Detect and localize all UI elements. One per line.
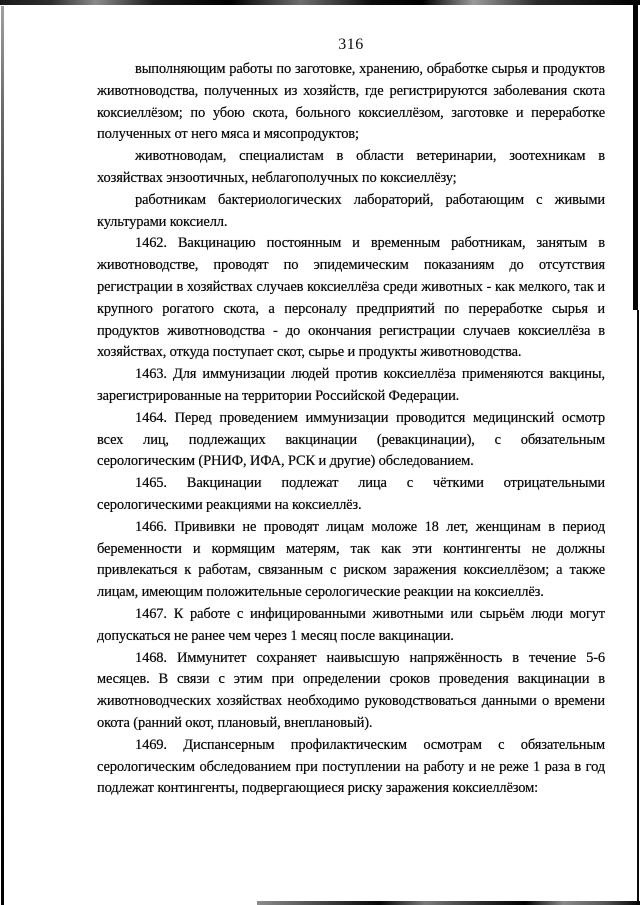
scan-artifact-top-edge: [0, 0, 640, 5]
paragraph-continuation-item-1: выполняющим работы по заготовке, хранению, обработке сырья и продуктов животноводства, полученных из хозяйств, где регистрируются заболевания скота коксиеллёзом; по убою скота, больного коксиеллёзом, заготовке и переработке полученных от него мяса и мясопродуктов;: [97, 61, 605, 143]
scan-artifact-left-edge: [1, 6, 4, 905]
paragraph-1469: 1469. Диспансерным профилактическим осмотрам с обязательным серологическим обследованием при поступлении на работу и не реже 1 раза в год подлежат контингенты, подвергающиеся риску заражения коксиеллёзом:: [97, 736, 605, 797]
paragraph-1464: 1464. Перед проведением иммунизации проводится медицинский осмотр всех лиц, подлежащих вакцинации (ревакцинации), с обязательным серологическим (РНИФ, ИФА, РСК и другие) обследованием.: [97, 409, 605, 470]
scan-artifact-bottom-edge: [257, 901, 640, 905]
paragraph-continuation-item-3: работникам бактериологических лабораторий, работающим с живыми культурами коксиелл.: [97, 191, 605, 230]
scan-artifact-right-edge-upper: [633, 0, 638, 310]
paragraph-1465: 1465. Вакцинации подлежат лица с чёткими отрицательными серологическими реакциями на коксиеллёз.: [97, 475, 605, 513]
paragraph-1468: 1468. Иммунитет сохраняет наивысшую напряжённость в течение 5-6 месяцев. В связи с этим при определении сроков проведения вакцинации в животноводческих хозяйствах необходимо руководствоваться данными о времени окота (ранний окот, плановый, внеплановый).: [97, 649, 605, 731]
document-text-block: [97, 59, 605, 800]
paragraph-1467: 1467. К работе с инфицированными животными или сырьём люди могут допускаться не ранее чем через 1 месяц после вакцинации.: [97, 605, 605, 644]
page-number: 316: [338, 36, 364, 53]
scan-artifact-right-edge-lower: [637, 310, 639, 905]
paragraph-1466: 1466. Прививки не проводят лицам моложе 18 лет, женщинам в период беременности и кормящим матерям, так как эти контингенты не должны привлекаться к работам, связанным с риском заражения коксиеллёзом; а также лицам, имеющим положительные серологические реакции на коксиеллёз.: [97, 518, 605, 601]
paragraph-continuation-item-2: животноводам, специалистам в области ветеринарии, зоотехникам в хозяйствах энзоотичных, неблагополучных по коксиеллёзу;: [97, 148, 605, 186]
paragraph-1462: 1462. Вакцинацию постоянным и временным работникам, занятым в животноводстве, проводят по эпидемическим показаниям до отсутствия регистрации в хозяйствах случаев коксиеллёза среди животных - как мелкого, так и крупного рогатого скота, а персоналу предприятий по переработке сырья и продуктов животноводства - до окончания регистрации случаев коксиеллёза в хозяйствах, откуда поступает скот, сырье и продукты животноводства.: [97, 235, 605, 361]
paragraph-1463: 1463. Для иммунизации людей против коксиеллёза применяются вакцины, зарегистрированные на территории Российской Федерации.: [97, 366, 605, 404]
